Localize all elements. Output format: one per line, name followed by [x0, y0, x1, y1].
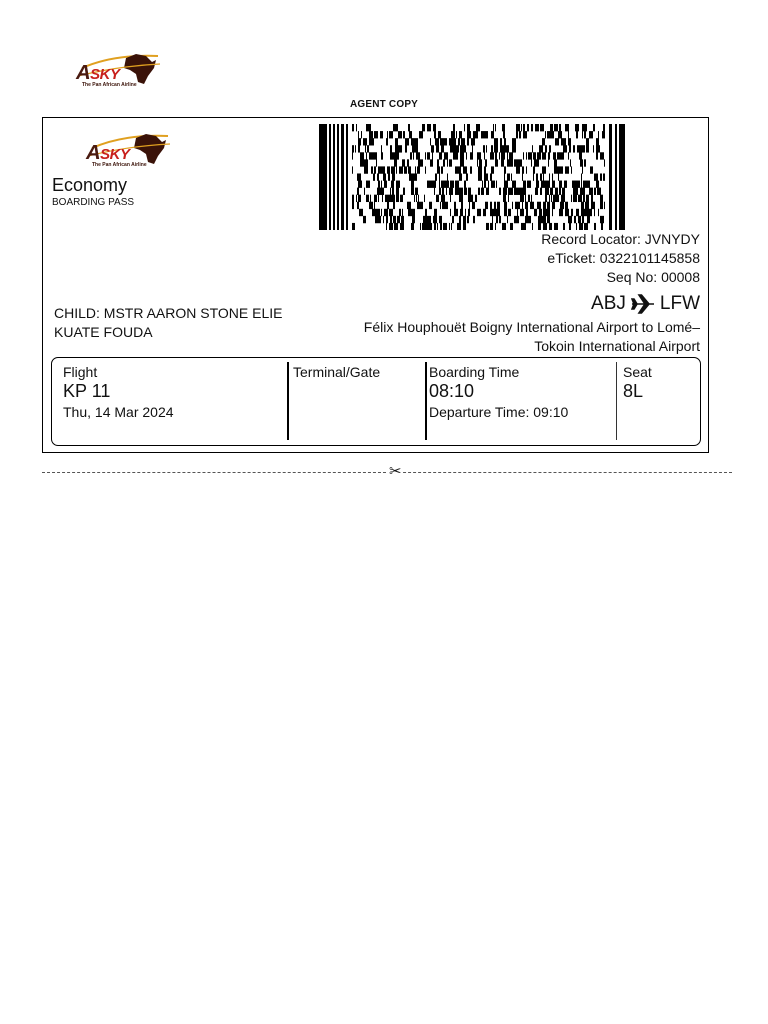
seat-label: Seat — [623, 364, 652, 380]
seat-cell — [623, 364, 652, 402]
asky-logo-pass: ASKY The Pan African Airline — [84, 130, 174, 170]
airplane-icon — [631, 294, 655, 314]
logo-tagline: The Pan African Airline — [92, 162, 147, 168]
origin-code: ABJ — [591, 293, 626, 314]
eticket-number: eTicket: 0322101145858 — [547, 250, 700, 266]
route-codes — [591, 293, 700, 315]
record-locator: Record Locator: JVNYDY — [541, 231, 700, 247]
destination-code: LFW — [659, 293, 700, 314]
column-divider — [616, 362, 617, 440]
passenger-name-line1: CHILD: MSTR AARON STONE ELIE — [54, 305, 283, 321]
terminal-gate-label: Terminal/Gate — [293, 364, 381, 380]
route-description-line2: Tokoin International Airport — [534, 338, 700, 354]
flight-cell — [63, 364, 174, 420]
flight-date: Thu, 14 Mar 2024 — [63, 404, 174, 420]
route-description — [300, 318, 700, 356]
column-divider — [287, 362, 289, 440]
departure-time: Departure Time: 09:10 — [429, 404, 569, 420]
logo-tagline: The Pan African Airline — [82, 82, 137, 88]
scissors-icon: ✂ — [389, 463, 402, 480]
passenger-name — [54, 304, 282, 342]
boarding-time: 08:10 — [429, 381, 475, 401]
cut-line — [42, 472, 732, 473]
passenger-name-line2: KUATE FOUDA — [54, 324, 153, 340]
terminal-gate-cell — [293, 364, 380, 380]
boarding-time-label: Boarding Time — [429, 364, 520, 380]
agent-copy-label: AGENT COPY — [349, 99, 419, 110]
boarding-time-cell — [429, 364, 568, 420]
document-type: BOARDING PASS — [52, 197, 135, 208]
cabin-class: Economy — [52, 175, 128, 195]
flight-number: KP 11 — [63, 381, 111, 401]
flight-label: Flight — [63, 364, 98, 380]
sequence-number: Seq No: 00008 — [606, 269, 700, 285]
route-description-line1: Félix Houphouët Boigny International Airport to Lomé– — [363, 319, 700, 335]
pdf417-barcode — [319, 124, 625, 230]
seat-number: 8L — [623, 381, 644, 401]
asky-logo-top: ASKY The Pan African Airline — [74, 50, 164, 90]
booking-refs — [400, 230, 700, 287]
column-divider — [425, 362, 427, 440]
